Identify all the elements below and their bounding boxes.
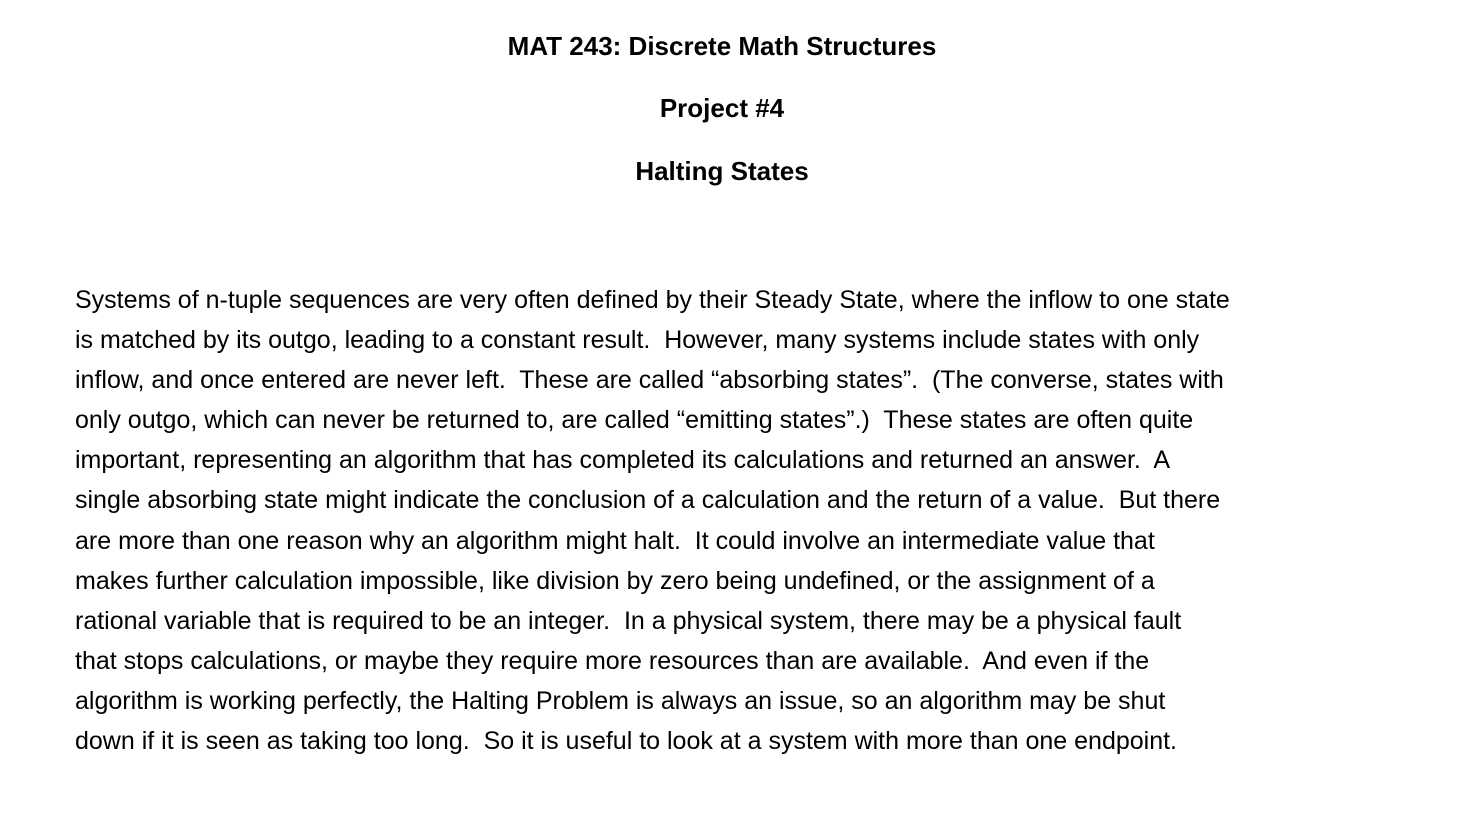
paragraph-line: are more than one reason why an algorithm might halt. It could involve an intermediate value that — [75, 526, 1155, 555]
paragraph-line: single absorbing state might indicate the conclusion of a calculation and the return of a value. But there — [75, 486, 1221, 515]
topic-title: Halting States — [635, 156, 809, 186]
paragraph-line: is matched by its outgo, leading to a constant result. However, many systems include states with only — [75, 326, 1200, 355]
paragraph-line: algorithm is working perfectly, the Halting Problem is always an issue, so an algorithm may be shut — [75, 686, 1166, 715]
paragraph-line: Systems of n-tuple sequences are very often defined by their Steady State, where the inflow to one state — [75, 286, 1230, 314]
paragraph-line: rational variable that is required to be an integer. In a physical system, there may be a physical fault — [75, 606, 1182, 635]
course-title: MAT 243: Discrete Math Structures — [507, 31, 937, 61]
paragraph-line: down if it is seen as taking too long. So it is useful to look at a system with more than one endpoint. — [75, 727, 1178, 756]
paragraph-line: that stops calculations, or maybe they require more resources than are available. And even if the — [75, 646, 1150, 675]
paragraph-line: inflow, and once entered are never left. These are called “absorbing states”. (The converse, states with — [75, 366, 1224, 395]
paragraph-line: makes further calculation impossible, like division by zero being undefined, or the assignment of a — [75, 566, 1155, 595]
project-label: Project #4 — [659, 93, 785, 123]
paragraph-line: only outgo, which can never be returned to, are called “emitting states”.) These states are often quite — [75, 406, 1194, 435]
paragraph-line: important, representing an algorithm that has completed its calculations and returned an answer. A — [75, 446, 1171, 475]
body-paragraph — [75, 280, 1405, 761]
